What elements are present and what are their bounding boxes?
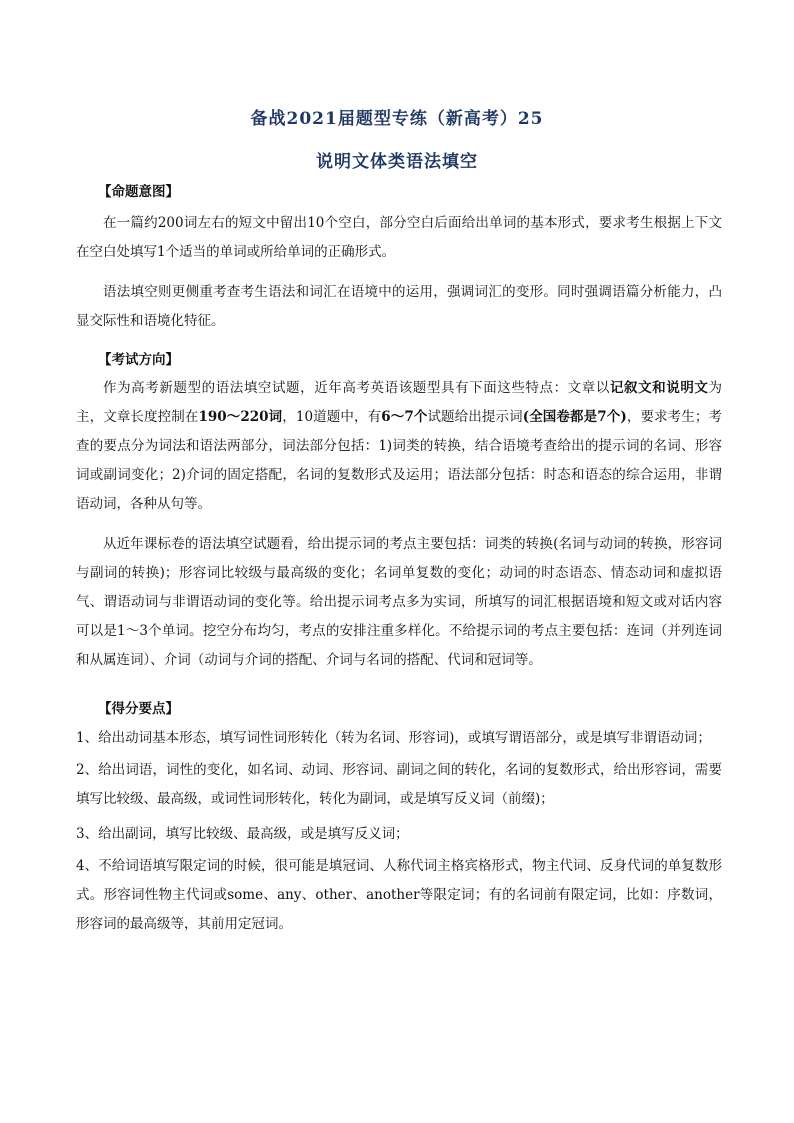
direction-text-c: 为主，文章长度控制在	[76, 380, 723, 425]
scoring-item: 1、给出动词基本形态，填写词性词形转化（转为名词、形容词)，或填写谓语部分，或是填写非谓语动词；	[76, 730, 711, 746]
direction-emphasis-genre: 记叙文和说明文	[609, 380, 709, 396]
section-heading-scoring: 【得分要点】	[98, 701, 179, 717]
direction-text-e: ，10道题中，有	[282, 409, 382, 425]
direction-paragraph-2: 从近年课标卷的语法填空试题看，给出提示词的考点主要包括：词类的转换(名词与动词的转换，形容词与副词的转换)；形容词比较级与最高级的变化；名词单复数的变化；动词的时态语态、情态动词和虚拟语气、谓语动词与非谓语动词的变化等。给出提示词考点多为实词，所填写的词汇根据语境和短文或对话内容可以是1～3个单词。挖空分布均匀，考点的安排注重多样化。不给提示词的考点主要包括：连词（并列连词和从属连词）、介词（动词与介词的搭配、介词与名词的搭配、代词和冠词等。	[76, 536, 722, 668]
document-title: 备战2021届题型专练（新高考）25	[250, 109, 544, 129]
direction-text-i: ，要求考生；考查的要点分为词法和语法两部分，词法部分包括：1)词类的转换，结合语境考查给出的提示词的名词、形容词或副词变化；2)介词的固定搭配，名词的复数形式及运用；语法部分包括：时态和语态的综合运用，非谓语动词，各种从句等。	[76, 409, 723, 512]
section-heading-direction: 【考试方向】	[98, 352, 179, 368]
intent-paragraph-1: 在一篇约200词左右的短文中留出10个空白，部分空白后面给出单词的基本形式，要求考生根据上下文在空白处填写1个适当的单词或所给单词的正确形式。	[76, 215, 722, 260]
intent-paragraph-2: 语法填空则更侧重考查考生语法和词汇在语境中的运用，强调词汇的变形。同时强调语篇分析能力，凸显交际性和语境化特征。	[76, 284, 722, 329]
direction-text-a: 作为高考新题型的语法填空试题，近年高考英语该题型具有下面这些特点：文章以	[103, 380, 610, 396]
scoring-item: 2、给出词语，词性的变化，如名词、动词、形容词、副词之间的转化，名词的复数形式，给出形容词，需要填写比较级、最高级，或词性词形转化，转化为副词，或是填写反义词（前缀)；	[76, 762, 722, 807]
document-subtitle: 说明文体类语法填空	[316, 152, 478, 172]
scoring-item: 4、不给词语填写限定词的时候，很可能是填冠词、人称代词主格宾格形式，物主代词、反身代词的单复数形式。形容词性物主代词或some、any、other、another等限定词；有的名词前有限定词，比如：序数词，形容词的最高级等，其前用定冠词。	[76, 858, 722, 932]
direction-emphasis-length: 190～220词	[198, 409, 283, 425]
direction-emphasis-count: 6～7个	[381, 409, 428, 425]
scoring-item: 3、给出副词，填写比较级、最高级，或是填写反义词；	[76, 826, 409, 842]
section-heading-intent: 【命题意图】	[98, 184, 179, 200]
direction-paragraph-1	[76, 374, 722, 519]
direction-emphasis-national: (全国卷都是7个)	[522, 409, 627, 425]
direction-text-g: 试题给出提示词	[427, 409, 523, 425]
